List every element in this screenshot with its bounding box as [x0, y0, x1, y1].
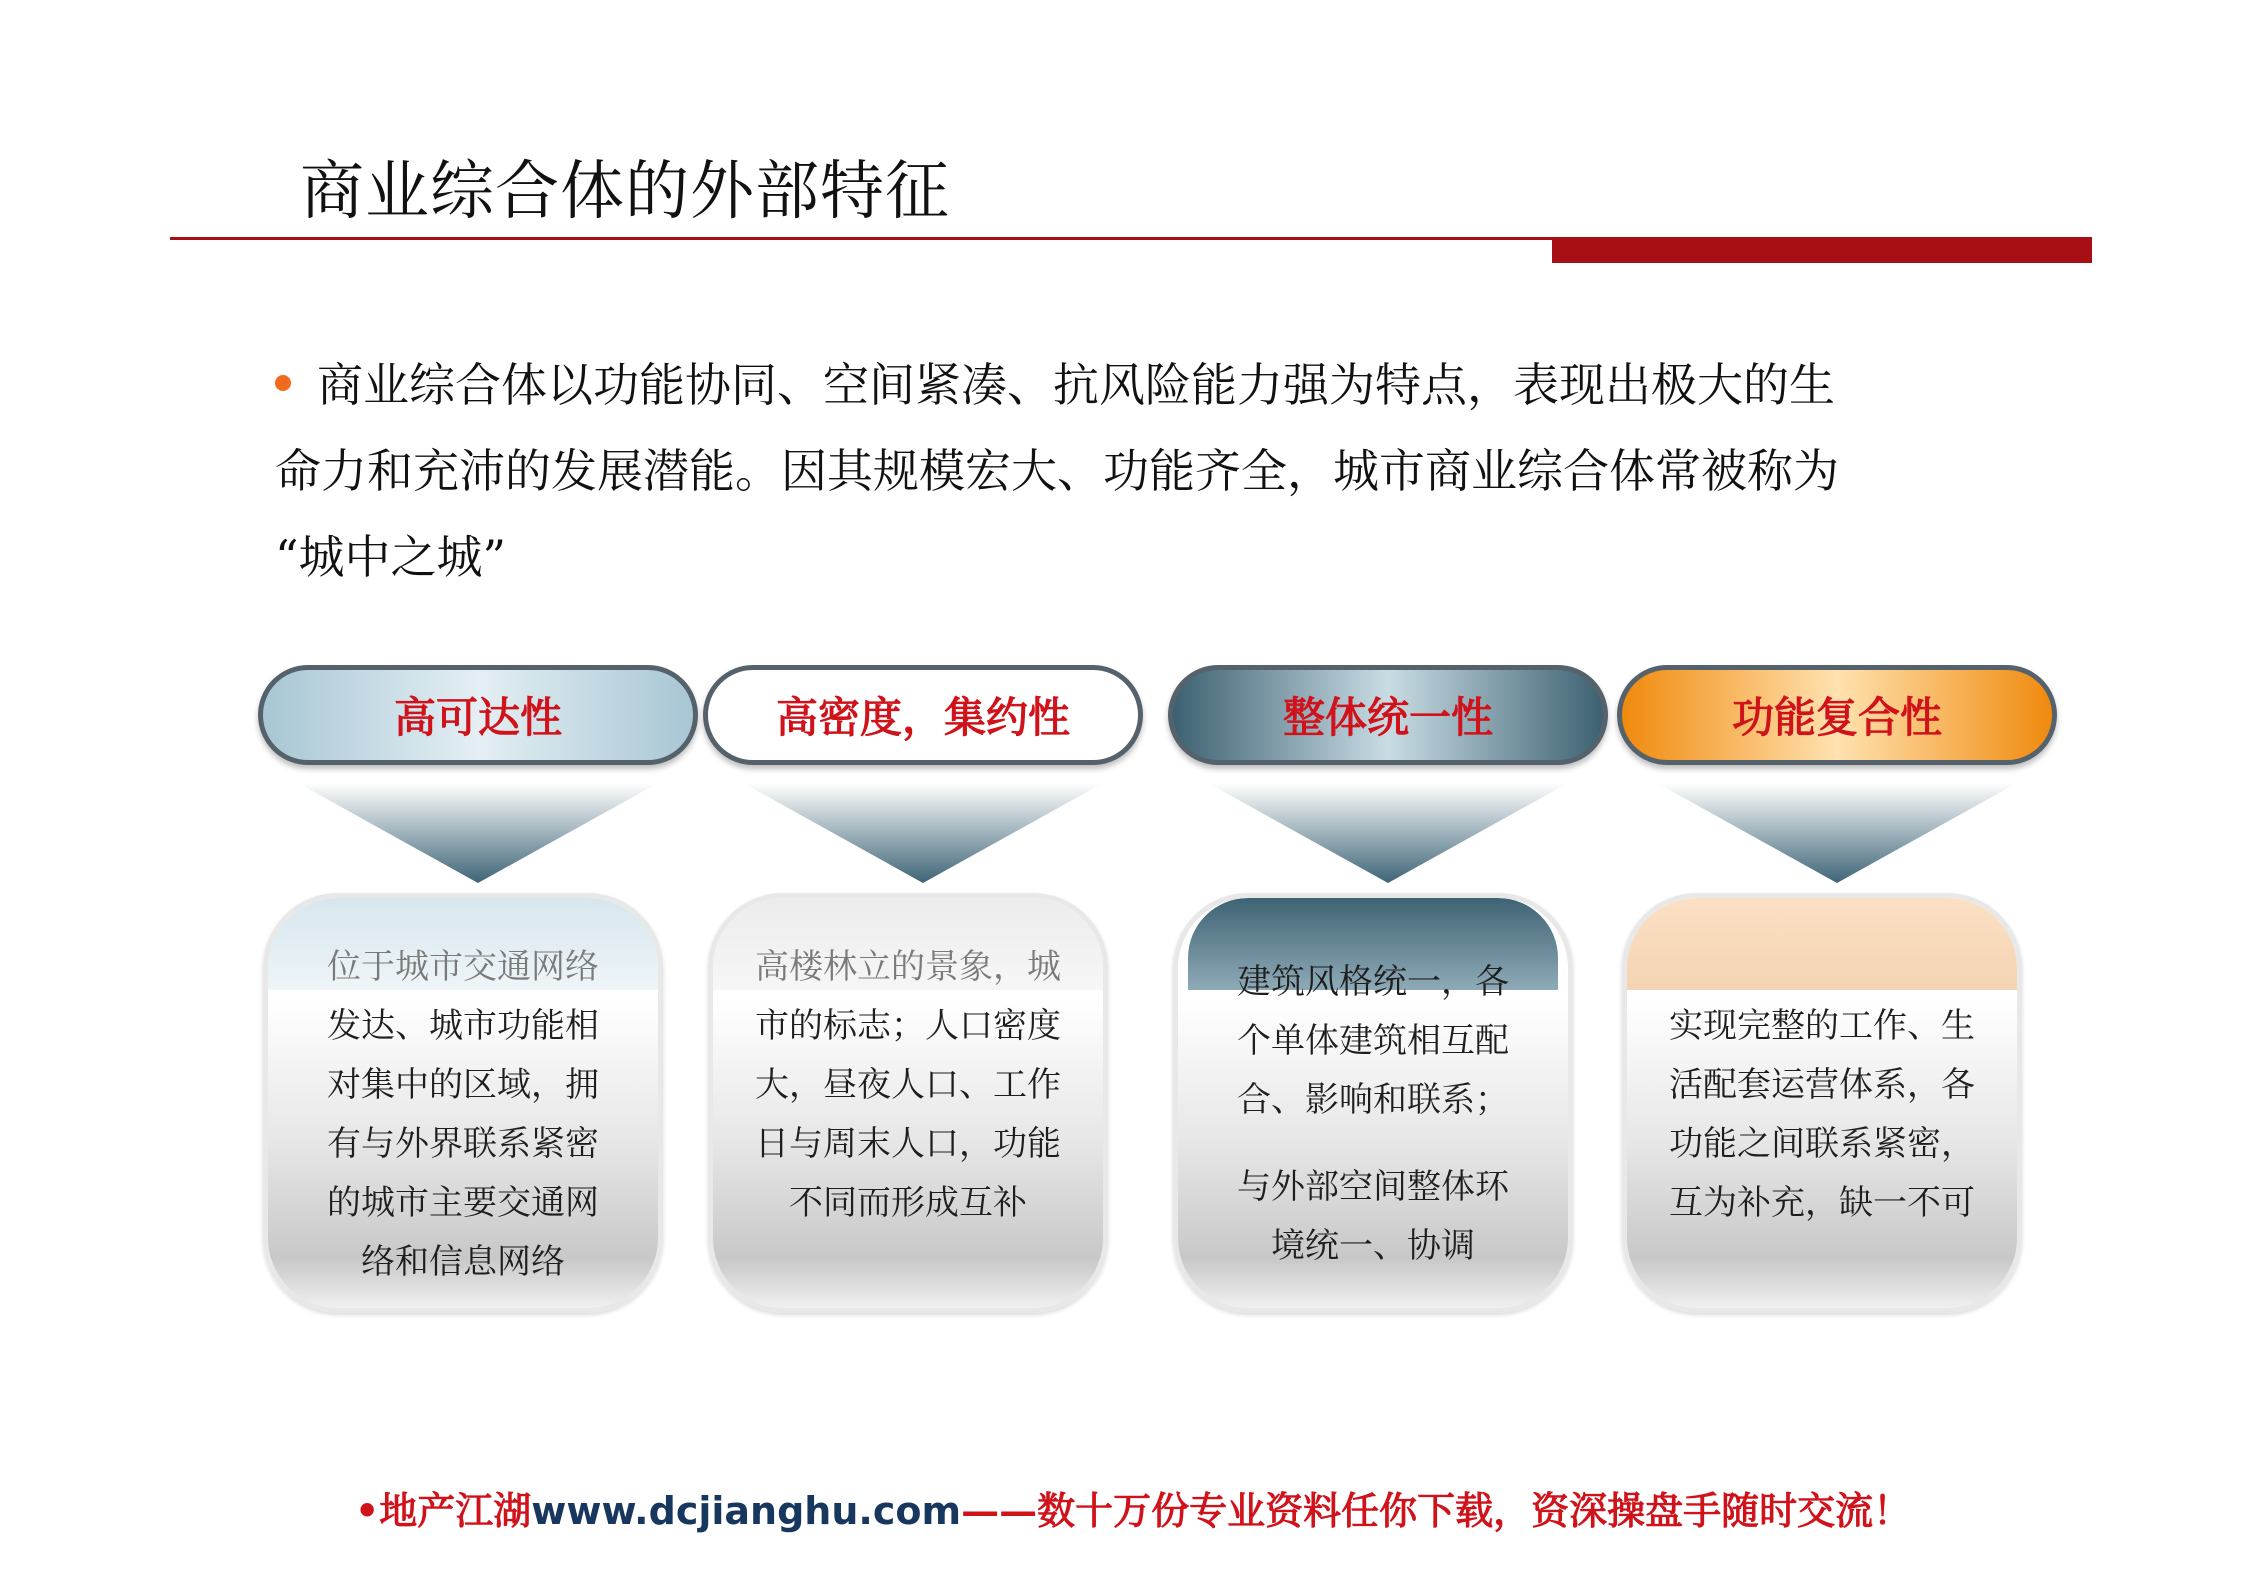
feature-card-density: [703, 665, 1143, 1325]
intro-line-1-text: 商业综合体以功能协同、空间紧凑、抗风险能力强为特点，表现出极大的生: [317, 358, 1835, 412]
intro-line-1: [275, 342, 1975, 428]
feature-card-mixed-use: [1617, 665, 2057, 1325]
intro-line-3: “城中之城”: [275, 530, 507, 584]
card-line: 互为补充，缺一不可: [1669, 1183, 1975, 1223]
down-arrow-icon: [1208, 783, 1568, 883]
card-band: [1627, 898, 2017, 990]
card-line: 市的标志；人口密度: [755, 1006, 1061, 1046]
title-accent-bar: [1552, 237, 2092, 263]
card-line: 对集中的区域，拥: [327, 1065, 599, 1105]
card-line: 有与外界联系紧密: [327, 1124, 599, 1164]
card-line: 发达、城市功能相: [327, 1006, 599, 1046]
card-heading: 功能复合性: [1617, 665, 2057, 765]
card-body: [263, 893, 663, 1313]
intro-paragraph: [275, 342, 1975, 600]
card-text: [268, 938, 658, 1292]
feature-card-accessibility: [258, 665, 698, 1325]
card-line: 位于城市交通网络: [327, 947, 599, 987]
card-heading: 高可达性: [258, 665, 698, 765]
card-line: 不同而形成互补: [789, 1183, 1027, 1223]
slide-title: 商业综合体的外部特征: [300, 155, 950, 229]
card-line: 个单体建筑相互配: [1237, 1021, 1509, 1061]
down-arrow-icon: [743, 783, 1103, 883]
card-heading: 整体统一性: [1168, 665, 1608, 765]
card-line: 合、影响和联系；: [1237, 1080, 1509, 1120]
card-line: 大，昼夜人口、工作: [755, 1065, 1061, 1105]
card-line: 与外部空间整体环: [1237, 1167, 1509, 1207]
card-line: 实现完整的工作、生: [1669, 1006, 1975, 1046]
card-line: 活配套运营体系，各: [1669, 1065, 1975, 1105]
card-line: 高楼林立的景象，城: [755, 947, 1061, 987]
card-line: 络和信息网络: [361, 1242, 565, 1282]
card-line: 的城市主要交通网: [327, 1183, 599, 1223]
feature-card-unity: [1168, 665, 1608, 1325]
card-heading: 高密度，集约性: [703, 665, 1143, 765]
card-text: [1627, 997, 2017, 1233]
down-arrow-icon: [1657, 783, 2017, 883]
card-body: [1622, 893, 2022, 1313]
card-body: [1173, 893, 1573, 1313]
card-text: [1178, 953, 1568, 1276]
footer-suffix: ——数十万份专业资料任你下载，资深操盘手随时交流！: [961, 1488, 1912, 1533]
down-arrow-icon: [298, 783, 658, 883]
footer-url-link[interactable]: www.dcjianghu.com: [531, 1489, 962, 1533]
card-line: 建筑风格统一，各: [1237, 962, 1509, 1002]
card-body: [708, 893, 1108, 1313]
bullet-dot-icon: [275, 375, 291, 391]
intro-line-2: 命力和充沛的发展潜能。因其规模宏大、功能齐全，城市商业综合体常被称为: [275, 444, 1839, 498]
footer-banner: [355, 1480, 1911, 1535]
card-line: 功能之间联系紧密，: [1669, 1124, 1975, 1164]
card-line: 境统一、协调: [1271, 1226, 1475, 1266]
footer-prefix: •地产江湖: [355, 1488, 532, 1533]
card-text: [713, 938, 1103, 1233]
card-line: 日与周末人口，功能: [755, 1124, 1061, 1164]
